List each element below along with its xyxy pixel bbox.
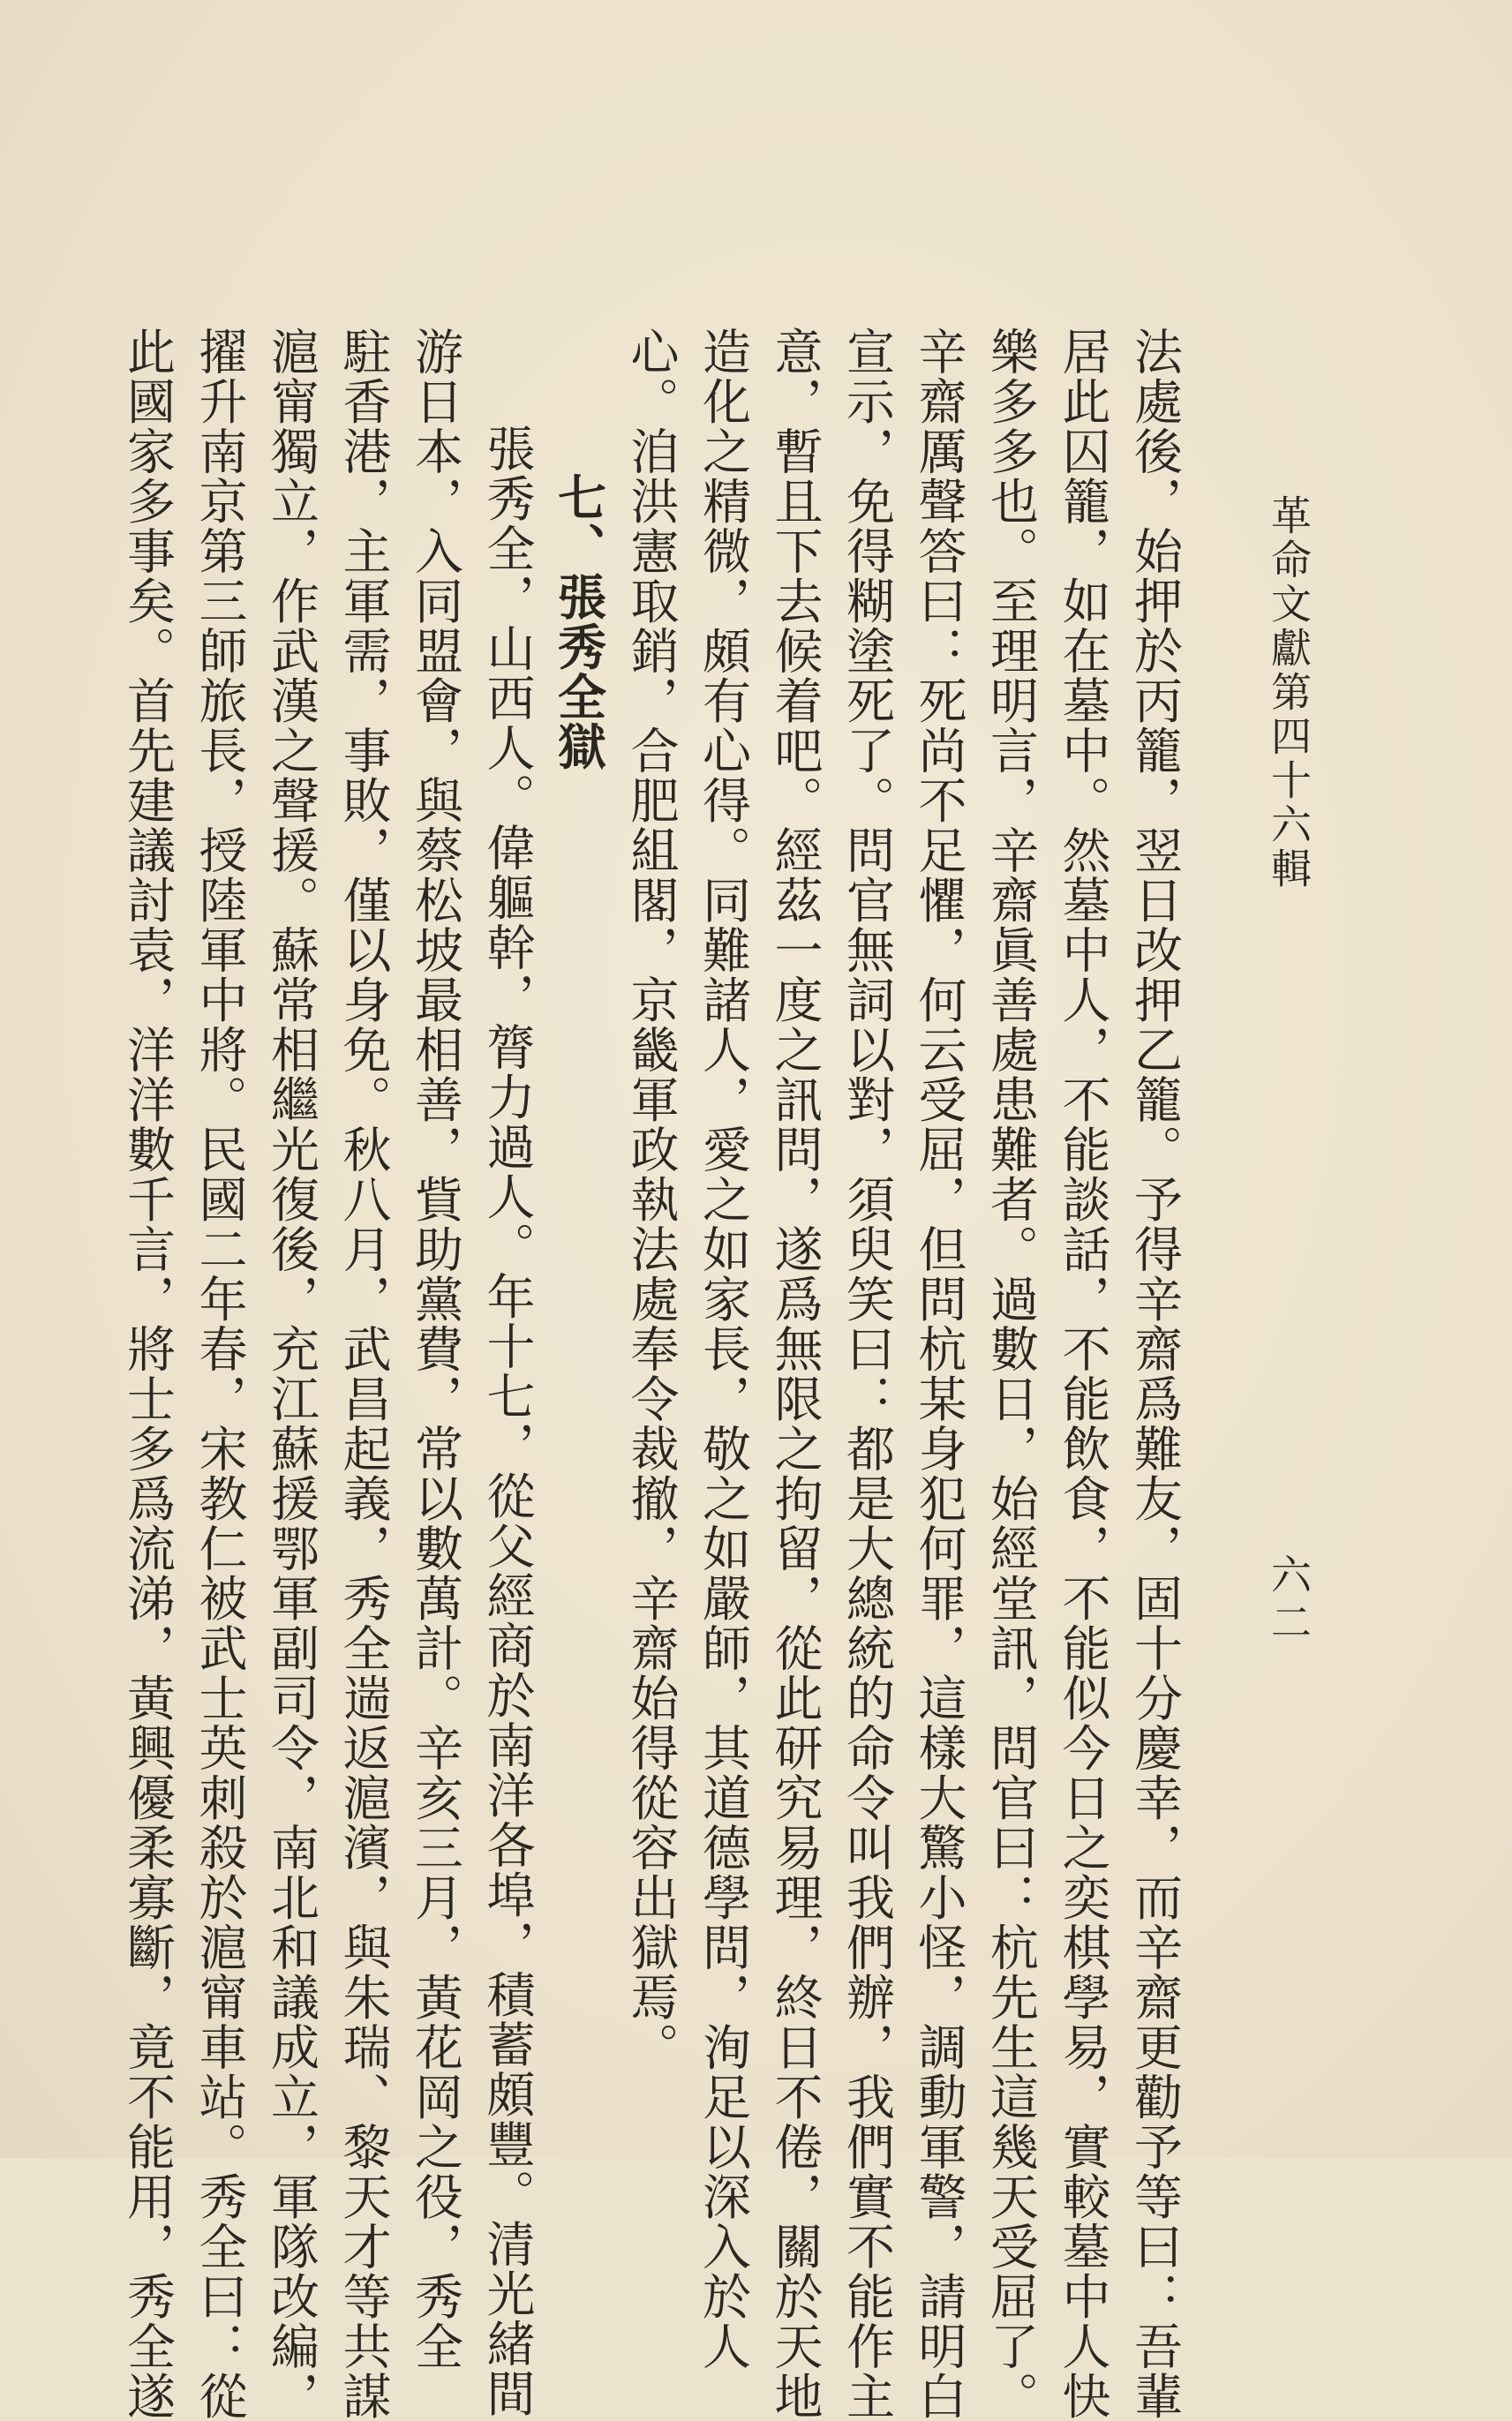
page-number: 六二 — [1265, 1553, 1313, 1649]
text-column: 意，暫且下去候着吧。經茲一度之訊問，遂爲無限之拘留，從此研究易理，終日不倦，關於天地 — [766, 327, 824, 2421]
text-column: 游日本，入同盟會，與蔡松坡最相善，貲助黨費，常以數萬計。辛亥三月，黃花岡之役，秀全 — [407, 327, 463, 2372]
text-column: 樂多多也。至理明言，辛齋眞善處患難者。過數日，始經堂訊，問官曰：杭先生這幾天受屈了。 — [982, 327, 1039, 2421]
text-column: 造化之精微，頗有心得。同難諸人，愛之如家長，敬之如嚴師，其道德學問，洵足以深入於人 — [695, 327, 751, 2372]
text-column: 滬甯獨立，作武漢之聲援。蘇常相繼光復後，充江蘇援鄂軍副司令，南北和議成立，軍隊改編， — [263, 327, 320, 2421]
text-column: 宣示，免得糊塗死了。問官無詞以對，須臾笑曰：都是大總統的命令叫我們辦，我們實不能作主 — [839, 327, 895, 2421]
text-column: 辛齋厲聲答曰：死尚不足懼，何云受屈，但問杭某身犯何罪，這樣大驚小怪，調動軍警，請明白 — [910, 327, 967, 2421]
text-column: 此國家多事矣。首先建議討袁，洋洋數千言，將士多爲流涕，黃興優柔寡斷，竟不能用，秀全遂 — [119, 327, 176, 2421]
section-heading: 七、張秀全獄 — [550, 472, 607, 771]
text-column: 駐香港，主軍需，事敗，僅以身免。秋八月，武昌起義，秀全遄返滬濱，與朱瑞、黎天才等共謀 — [335, 327, 392, 2421]
text-column: 居此囚籠，如在墓中。然墓中人，不能談話，不能飲食，不能似今日之奕棋學易，實較墓中人快 — [1054, 327, 1111, 2421]
running-header-title: 革命文獻第四十六輯 — [1265, 494, 1313, 891]
text-column: 心。洎洪憲取銷，合肥組閣，京畿軍政執法處奉令裁撤，辛齋始得從容出獄焉。 — [622, 327, 680, 2072]
text-column: 法處後，始押於丙籠，翌日改押乙籠。予得辛齋爲難友，固十分慶幸，而辛齋更勸予等曰：吾輩 — [1126, 327, 1183, 2421]
body-text — [119, 327, 1190, 2421]
text-column: 張秀全，山西人。偉軀幹，膂力過人。年十七，從父經商於南洋各埠，積蓄頗豐。清光緒間 — [478, 424, 536, 2418]
text-column: 擢升南京第三師旅長，授陸軍中將。民國二年春，宋教仁被武士英刺殺於滬甯車站。秀全曰：從 — [191, 327, 248, 2421]
